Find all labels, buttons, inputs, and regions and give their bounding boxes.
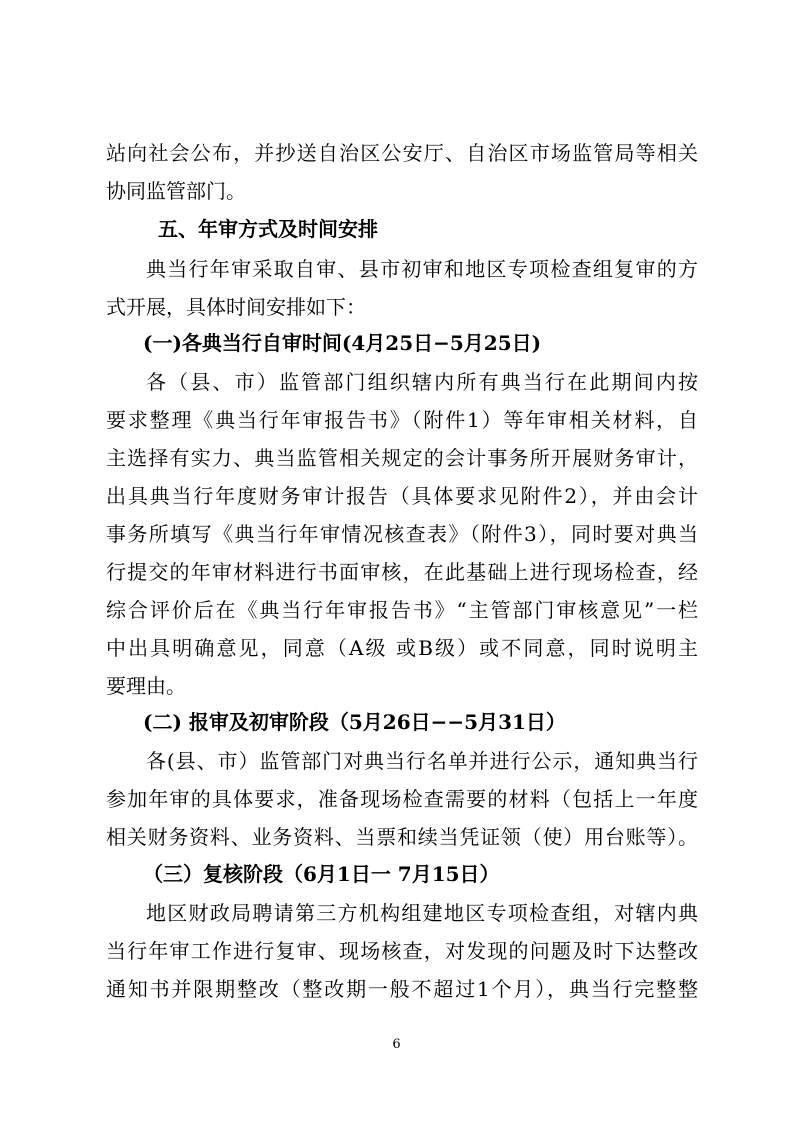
body-line: 站向社会公布，并抄送自治区公安厅、自治区市场监管局等相关 xyxy=(106,141,698,165)
subsection-heading: （三）复核阶段（6月1日一 7月15日） xyxy=(143,862,500,886)
body-line: 协同监管部门。 xyxy=(106,179,246,203)
body-line: 式开展，具体时间安排如下： xyxy=(106,295,366,319)
body-line: 当行年审工作进行复审、现场核查，对发现的问题及时下达整改 xyxy=(106,939,698,963)
body-line: 主选择有实力、典当监管相关规定的会计事务所开展财务审计， xyxy=(106,446,698,470)
body-line: 中出具明确意见，同意（A级 或B级）或不同意，同时说明主 xyxy=(106,636,698,660)
body-line: 参加年审的具体要求，准备现场检查需要的材料（包括上一年度 xyxy=(106,787,698,811)
subsection-heading: (一)各典当行自审时间(4月25日−5月25日) xyxy=(143,331,542,355)
page-number: 6 xyxy=(392,1037,401,1052)
section-heading: 五、年审方式及时间安排 xyxy=(158,217,378,241)
body-line: 要理由。 xyxy=(106,674,186,698)
body-line: 地区财政局聘请第三方机构组建地区专项检查组，对辖内典 xyxy=(146,901,698,925)
subsection-heading: (二) 报审及初审阶段（5月26日−−5月31日） xyxy=(143,710,566,734)
body-line: 典当行年审采取自审、县市初审和地区专项检查组复审的方 xyxy=(146,257,698,281)
body-line: 综合评价后在《典当行年审报告书》“主管部门审核意见”一栏 xyxy=(106,598,698,622)
body-line: 要求整理《典当行年审报告书》（附件1）等年审相关材料，自 xyxy=(106,408,698,432)
body-line: 各（县、市）监管部门组织辖内所有典当行在此期间内按 xyxy=(146,370,698,394)
body-line: 事务所填写《典当行年审情况核查表》（附件3），同时要对典当 xyxy=(106,522,698,546)
body-line: 相关财务资料、业务资料、当票和续当凭证领（使）用台账等）。 xyxy=(106,825,698,849)
body-line: 出具典当行年度财务审计报告（具体要求见附件2），并由会计 xyxy=(106,484,698,508)
body-line: 各(县、市）监管部门对典当行名单并进行公示，通知典当行 xyxy=(146,749,698,773)
body-line: 行提交的年审材料进行书面审核，在此基础上进行现场检查，经 xyxy=(106,560,698,584)
body-line: 通知书并限期整改（整改期一般不超过1个月），典当行完整整 xyxy=(106,977,698,1001)
